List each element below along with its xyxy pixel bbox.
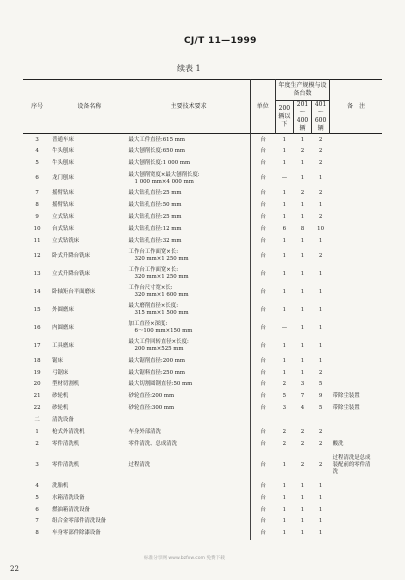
row-name: 工具磨床: [52, 342, 74, 349]
row-index: 17: [33, 342, 41, 349]
row-index: 13: [33, 270, 41, 277]
row-note: [330, 367, 382, 379]
watermark: 标准分享网 www.bzfxw.com 免费下载: [144, 556, 225, 561]
table-caption: 续表 1: [177, 64, 201, 73]
row-q3: 2: [318, 214, 323, 220]
row-q1: 1: [282, 530, 287, 537]
row-note: [330, 146, 382, 158]
col-header-index: 序号: [31, 102, 44, 110]
row-q3: 1: [318, 530, 323, 537]
row-tech: [128, 170, 251, 188]
row-index: 二: [34, 417, 40, 424]
row-q1: 5: [282, 393, 287, 400]
row-q3: 1: [318, 202, 323, 209]
row-note: [330, 504, 382, 516]
row-q2: 4: [300, 405, 305, 412]
row-name: 零件清洗机: [52, 461, 80, 468]
row-note: [330, 211, 382, 223]
row-q3: 2: [318, 461, 323, 468]
row-unit: 台: [250, 319, 275, 337]
row-name: 锯床: [52, 357, 63, 364]
row-unit: 台: [250, 283, 275, 301]
row-name: 外圆磨床: [52, 306, 74, 313]
row-note: [330, 379, 382, 391]
row-name: 组合金零部件清洗设备: [52, 518, 107, 525]
row-q1: —: [281, 175, 288, 182]
row-tech-line1: 加工直径×深度:: [128, 321, 168, 328]
row-tech: [128, 480, 251, 492]
row-unit: 台: [250, 379, 275, 391]
row-tech: 最大钻孔直径:12 mm: [128, 225, 182, 232]
row-note: [330, 516, 382, 528]
row-index: 3: [35, 461, 39, 468]
row-q2: 1: [300, 288, 305, 295]
row-index: 22: [33, 405, 41, 412]
table-row: [23, 504, 382, 516]
row-unit: 台: [250, 492, 275, 504]
row-q3: 2: [318, 190, 323, 197]
row-name: 立式钻铣床: [52, 237, 80, 244]
row-q2: 1: [300, 324, 305, 331]
table-row: [23, 355, 382, 367]
row-note: [330, 528, 382, 540]
row-q3: 1: [318, 357, 323, 364]
row-q2: 2: [300, 429, 305, 436]
table-row: [23, 480, 382, 492]
table-row: [23, 134, 382, 146]
row-name: 摇臂钻床: [52, 202, 74, 209]
row-unit: 台: [250, 200, 275, 212]
table-row: [23, 283, 382, 301]
table-row: [23, 319, 382, 337]
row-tech-line1: 最大磨削直径×长度:: [128, 303, 179, 310]
row-q3: 2: [318, 440, 323, 447]
table-row: [23, 492, 382, 504]
row-unit: 台: [250, 528, 275, 540]
row-q3: 1: [318, 175, 323, 182]
row-q1: —: [281, 324, 288, 331]
row-tech: 砂轮直径:300 mm: [128, 405, 175, 412]
row-tech-line2: 315 mm×1 500 mm: [134, 310, 189, 317]
row-q3: 10: [317, 225, 325, 232]
row-index: 16: [33, 324, 41, 331]
row-tech: [128, 265, 251, 283]
row-q1: 1: [282, 136, 287, 143]
row-tech: 零件清洗、总成清洗: [128, 440, 178, 447]
row-name: 弓锯床: [52, 369, 69, 376]
row-tech: [128, 504, 251, 516]
row-q3: 2: [318, 148, 323, 155]
row-note-line2: 装配前的零件清: [332, 461, 371, 468]
col-header-name: 设备名称: [77, 102, 102, 110]
row-unit: 台: [250, 355, 275, 367]
row-note: [330, 492, 382, 504]
row-tech-line1: 工作台工作面宽×长:: [128, 249, 179, 256]
row-unit: 台: [250, 170, 275, 188]
row-q3: 1: [318, 288, 323, 295]
row-index: 19: [33, 369, 41, 376]
row-q2: 1: [300, 175, 305, 182]
col-header-q2: 201～400辆: [293, 101, 311, 134]
table-row: [23, 146, 382, 158]
row-q2: 1: [300, 494, 305, 501]
row-name: 枪式外清洗机: [52, 429, 85, 436]
row-q2: 2: [300, 190, 305, 197]
row-tech-line2: 6～100 mm×150 mm: [134, 328, 193, 335]
row-index: 4: [35, 482, 39, 489]
row-tech-line1: 工作台工作面宽×长:: [128, 267, 179, 274]
row-unit: 台: [250, 235, 275, 247]
row-index: 10: [33, 225, 41, 232]
row-q1: 1: [282, 252, 287, 259]
row-tech: 最大刨削长度:650 mm: [128, 148, 185, 155]
row-q2: 1: [300, 342, 305, 349]
row-unit: 台: [250, 265, 275, 283]
row-unit: 台: [250, 146, 275, 158]
row-q1: 1: [282, 270, 287, 277]
row-q3: 2: [318, 160, 323, 167]
row-unit: 台: [250, 480, 275, 492]
row-tech: 最大钻孔直径:32 mm: [128, 237, 182, 244]
row-tech: [128, 301, 251, 319]
row-tech-line1: 最大刨削宽度×最大刨削长度:: [128, 171, 200, 178]
row-tech: 最大钻孔直径:25 mm: [128, 190, 182, 197]
row-note: [330, 265, 382, 283]
row-name: 牛头刨床: [52, 148, 74, 155]
row-q3: 1: [318, 324, 323, 331]
row-tech-line1: 工作台尺寸宽×长:: [128, 285, 173, 292]
row-q2: 2: [300, 440, 305, 447]
row-tech: 过程清洗: [128, 461, 151, 468]
row-q3: 9: [318, 393, 323, 400]
row-unit: 台: [250, 188, 275, 200]
row-tech: 最大刨削长度:1 000 mm: [128, 160, 191, 167]
table-row: [23, 188, 382, 200]
row-q3: [312, 415, 330, 427]
table-row: [23, 367, 382, 379]
row-note: [330, 301, 382, 319]
row-q2: 1: [300, 270, 305, 277]
row-name: 立式升降台铣床: [52, 270, 90, 277]
row-note: [330, 170, 382, 188]
row-tech: 最大锯料直径:250 mm: [128, 369, 185, 376]
row-q2: 8: [300, 225, 305, 232]
row-name: 燃油箱清洗设备: [52, 506, 90, 513]
row-index: 7: [35, 190, 39, 197]
row-q1: 1: [282, 214, 287, 220]
row-note: [330, 415, 382, 427]
row-index: 5: [35, 160, 39, 167]
row-name: 砂轮机: [52, 405, 69, 412]
table-row: [23, 235, 382, 247]
row-index: 20: [33, 381, 41, 388]
row-q1: 1: [282, 202, 287, 209]
row-unit: 台: [250, 504, 275, 516]
row-q1: 2: [282, 440, 287, 447]
row-q2: 1: [300, 202, 305, 209]
row-q2: 3: [300, 381, 305, 388]
row-q3: 1: [318, 518, 323, 525]
row-index: 4: [35, 148, 39, 155]
row-q1: 1: [282, 342, 287, 349]
row-q2: 1: [300, 369, 305, 376]
row-index: 2: [35, 440, 39, 447]
row-tech: [128, 492, 251, 504]
row-q1: 1: [282, 482, 287, 489]
row-unit: 台: [250, 516, 275, 528]
row-note-line1: 过程清洗是总成: [332, 455, 371, 462]
row-unit: 台: [250, 426, 275, 438]
row-tech-line2: 1 000 mm×4 000 mm: [134, 178, 194, 185]
row-q1: 1: [282, 148, 287, 155]
row-q1: 1: [282, 518, 287, 525]
row-q2: 1: [300, 136, 305, 143]
row-index: 7: [35, 518, 39, 525]
row-name: 型材切割机: [52, 381, 80, 388]
row-note: [330, 480, 382, 492]
row-unit: 台: [250, 391, 275, 403]
row-q2: 1: [300, 306, 305, 313]
table-row: [23, 337, 382, 355]
row-note: [330, 450, 382, 480]
row-q1: 3: [282, 405, 287, 412]
row-q3: 5: [318, 381, 323, 388]
row-unit: 台: [250, 223, 275, 235]
row-q3: 2: [318, 429, 323, 436]
row-q3: 1: [318, 506, 323, 513]
row-q1: 1: [282, 190, 287, 197]
row-unit: 台: [250, 403, 275, 415]
table-row: [23, 265, 382, 283]
row-q2: 1: [300, 214, 305, 220]
row-name: 水箱清洗设备: [52, 494, 85, 501]
row-q1: 2: [282, 429, 287, 436]
row-unit: 台: [250, 134, 275, 146]
row-note: [330, 188, 382, 200]
row-tech: 最大钻孔直径:25 mm: [128, 214, 182, 220]
row-q2: 1: [300, 160, 305, 167]
table-row: [23, 379, 382, 391]
row-name: 卧式升降台铣床: [52, 252, 90, 259]
row-q2: 1: [300, 518, 305, 525]
col-header-q1: 200辆以下: [275, 101, 293, 134]
row-tech: [128, 319, 251, 337]
row-name: 零件清洗机: [52, 440, 80, 447]
row-tech: 最大工件直径:615 mm: [128, 136, 185, 143]
row-tech: [128, 415, 251, 427]
row-index: 12: [33, 252, 41, 259]
col-header-unit: 单位: [250, 80, 275, 134]
row-unit: 台: [250, 367, 275, 379]
row-note: [330, 355, 382, 367]
table-row: [23, 528, 382, 540]
row-q2: 1: [300, 482, 305, 489]
row-note: 带除尘装置: [332, 393, 360, 400]
row-q2: 1: [300, 252, 305, 259]
row-q2: 7: [300, 393, 305, 400]
table-row: [23, 170, 382, 188]
row-name: 牛头刨床: [52, 160, 74, 167]
row-tech: 最大锯削直径:200 mm: [128, 357, 185, 364]
row-tech-line2: 200 mm×525 mm: [134, 346, 184, 353]
row-q1: 1: [282, 357, 287, 364]
row-q3: 2: [318, 252, 323, 259]
row-note: [330, 235, 382, 247]
row-q2: [293, 415, 311, 427]
row-index: 8: [35, 530, 39, 537]
row-q1: 2: [282, 381, 287, 388]
row-index: 14: [33, 288, 41, 295]
row-tech: 车身外部清洗: [128, 429, 161, 436]
row-unit: 台: [250, 247, 275, 265]
row-note-line3: 洗: [332, 468, 339, 475]
table-row: [23, 516, 382, 528]
row-q2: 2: [300, 461, 305, 468]
row-q2: 1: [300, 530, 305, 537]
row-tech: [128, 337, 251, 355]
row-index: 6: [35, 506, 39, 513]
row-q3: 2: [318, 369, 323, 376]
row-name: 台式钻床: [52, 225, 74, 232]
table-row: [23, 301, 382, 319]
row-q1: 1: [282, 160, 287, 167]
row-index: 8: [35, 202, 39, 209]
row-note: [330, 200, 382, 212]
row-index: 5: [35, 494, 39, 501]
row-q3: 1: [318, 494, 323, 501]
row-unit: 台: [250, 450, 275, 480]
table-row: [23, 200, 382, 212]
table-body: [23, 134, 382, 540]
table-row: [23, 415, 382, 427]
row-tech: [128, 247, 251, 265]
row-q3: 1: [318, 237, 323, 244]
row-q1: 1: [282, 494, 287, 501]
row-note: [330, 134, 382, 146]
row-name: 卧轴矩台平面磨床: [52, 288, 96, 295]
row-tech: 最大钻孔直径:50 mm: [128, 202, 182, 209]
table-row: [23, 223, 382, 235]
row-unit: 台: [250, 301, 275, 319]
row-tech-line2: 320 mm×1 600 mm: [134, 292, 189, 299]
row-q3: 2: [318, 136, 323, 143]
row-name: 清洗设备: [52, 417, 74, 424]
row-note: [330, 158, 382, 170]
row-q3: 1: [318, 482, 323, 489]
row-note: 带除尘装置: [332, 405, 360, 412]
table-row: [23, 450, 382, 480]
row-note: [330, 337, 382, 355]
table-row: [23, 211, 382, 223]
row-q1: 1: [282, 506, 287, 513]
row-q1: [275, 415, 293, 427]
row-q2: 1: [300, 237, 305, 244]
table-row: [23, 403, 382, 415]
row-q1: 1: [282, 237, 287, 244]
standard-code: CJ/T 11—1999: [184, 36, 257, 46]
row-index: 9: [35, 214, 39, 220]
row-index: 1: [35, 429, 39, 436]
row-unit: 台: [250, 337, 275, 355]
col-header-tech: 主要技术要求: [170, 102, 207, 110]
row-name: 洗胎机: [52, 482, 69, 489]
col-header-q3: 401～600辆: [312, 101, 330, 134]
table-row: [23, 247, 382, 265]
row-note: [330, 223, 382, 235]
row-note: 酸洗: [332, 440, 344, 447]
row-tech: 砂轮直径:200 mm: [128, 393, 175, 400]
row-tech-line1: 最大工件回转直径×长度:: [128, 339, 189, 346]
row-index: 21: [33, 393, 41, 400]
row-unit: [250, 415, 275, 427]
row-q1: 1: [282, 461, 287, 468]
row-tech-line2: 320 mm×1 250 mm: [134, 274, 189, 281]
table-row: [23, 391, 382, 403]
row-name: 立式钻床: [52, 214, 74, 220]
row-q1: 1: [282, 306, 287, 313]
row-name: 车身零部件除漆设备: [52, 530, 101, 537]
table-row: [23, 438, 382, 450]
table-row: [23, 426, 382, 438]
row-q3: 1: [318, 270, 323, 277]
row-index: 11: [33, 237, 41, 244]
row-q1: 1: [282, 288, 287, 295]
row-note: [330, 283, 382, 301]
row-unit: 台: [250, 211, 275, 223]
col-header-scale-group: 年度生产规模与设备台数: [275, 80, 329, 101]
row-q3: 1: [318, 306, 323, 313]
row-unit: 台: [250, 438, 275, 450]
row-name: 摇臂钻床: [52, 190, 74, 197]
row-q2: 1: [300, 357, 305, 364]
row-tech: 最大切割圆钢直径:50 mm: [128, 381, 193, 388]
row-tech: [128, 516, 251, 528]
row-index: 6: [35, 175, 39, 182]
row-name: 内圆磨床: [52, 324, 74, 331]
row-index: 18: [33, 357, 41, 364]
col-header-note: 备 注: [330, 80, 382, 134]
row-index: 15: [33, 306, 41, 313]
row-q3: 1: [318, 342, 323, 349]
row-index: 3: [35, 136, 39, 143]
row-note: [330, 247, 382, 265]
row-tech-line2: 320 mm×1 250 mm: [134, 256, 189, 263]
row-note: [330, 319, 382, 337]
row-name: 砂轮机: [52, 393, 69, 400]
table-row: [23, 158, 382, 170]
equipment-table: [23, 79, 382, 540]
row-tech: [128, 283, 251, 301]
row-name: 龙门刨床: [52, 175, 74, 182]
row-name: 普通车床: [52, 136, 74, 143]
row-q2: 1: [300, 506, 305, 513]
row-note: [330, 426, 382, 438]
row-tech: [128, 528, 251, 540]
row-unit: 台: [250, 158, 275, 170]
page-number: 22: [10, 565, 19, 573]
row-q2: 2: [300, 148, 305, 155]
row-q3: 5: [318, 405, 323, 412]
row-q1: 6: [282, 225, 287, 232]
row-q1: 1: [282, 369, 287, 376]
